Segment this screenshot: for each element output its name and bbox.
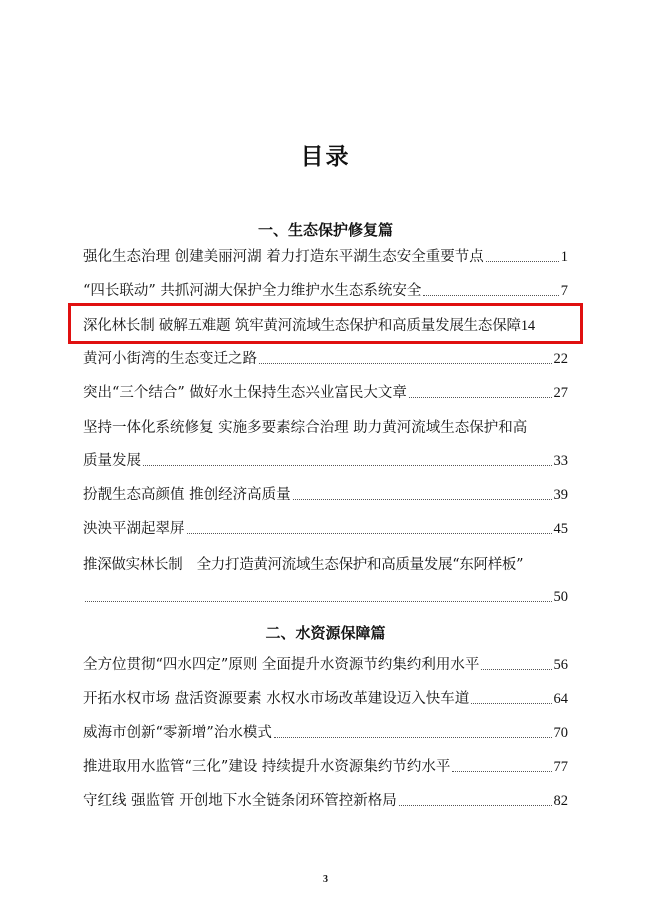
toc-entry[interactable]	[83, 346, 568, 368]
toc-entry-page: 64	[553, 691, 568, 707]
leader-dots	[481, 669, 551, 670]
toc-entry[interactable]	[83, 244, 568, 266]
toc-entry[interactable]	[83, 278, 568, 300]
toc-entry-title-line1[interactable]: 推深做实林长制 全力打造黄河流域生态保护和高质量发展“东阿样板”	[83, 557, 524, 573]
leader-dots	[259, 363, 552, 364]
toc-entry-page: 50	[553, 589, 568, 605]
toc-entry-title-line1[interactable]: 坚持一体化系统修复 实施多要素综合治理 助力黄河流域生态保护和高	[83, 420, 528, 436]
toc-entry-title: 开拓水权市场 盘活资源要素 水权水市场改革建设迈入快车道	[83, 691, 470, 707]
leader-dots	[274, 737, 552, 738]
toc-entry[interactable]	[83, 788, 568, 810]
leader-dots	[471, 703, 551, 704]
toc-entry-title: 突出“三个结合” 做好水土保持生态兴业富民大文章	[83, 385, 407, 401]
toc-entry-page: 27	[553, 385, 568, 401]
toc-entry-page: 56	[553, 657, 568, 673]
toc-entry-title: 质量发展	[83, 453, 141, 469]
toc-entry-page: 82	[553, 793, 568, 809]
section-title-ecology: 一、生态保护修复篇	[257, 221, 393, 239]
leader-dots	[85, 601, 552, 602]
toc-entry-page: 39	[553, 487, 568, 503]
toc-entry-title: 守红线 强监管 开创地下水全链条闭环管控新格局	[83, 793, 397, 809]
toc-entry-title: “四长联动” 共抓河湖大保护全力维护水生态系统安全	[83, 283, 422, 299]
leader-dots	[409, 397, 552, 398]
leader-dots	[452, 771, 551, 772]
toc-entry-title: 强化生态治理 创建美丽河湖 着力打造东平湖生态安全重要节点	[83, 249, 484, 265]
toc-entry[interactable]	[83, 516, 568, 538]
toc-entry[interactable]	[83, 652, 568, 674]
toc-entry-title: 推进取用水监管“三化”建设 持续提升水资源集约节约水平	[83, 759, 451, 775]
leader-dots	[486, 261, 559, 262]
toc-entry-page: 45	[553, 521, 568, 537]
leader-dots	[293, 499, 552, 500]
toc-entry-title: 扮靓生态高颜值 推创经济高质量	[83, 487, 291, 503]
toc-entry[interactable]	[83, 686, 568, 708]
leader-dots	[399, 805, 552, 806]
toc-entry-page: 33	[553, 453, 568, 469]
leader-dots	[187, 533, 552, 534]
toc-entry[interactable]	[83, 380, 568, 402]
page-title: 目录	[300, 144, 351, 170]
leader-dots	[143, 465, 552, 466]
toc-entry-title: 威海市创新“零新增”治水模式	[83, 725, 272, 741]
section-title-water: 二、水资源保障篇	[265, 624, 386, 642]
toc-entry-title: 全方位贯彻“四水四定”原则 全面提升水资源节约集约利用水平	[83, 657, 480, 673]
toc-entry-page: 1	[560, 249, 568, 265]
toc-entry-page: 22	[553, 351, 568, 367]
toc-entry-title: 泱泱平湖起翠屏	[83, 521, 185, 537]
toc-entry[interactable]	[83, 720, 568, 742]
toc-entry[interactable]	[83, 482, 568, 504]
toc-entry[interactable]	[83, 584, 568, 606]
page-number: 3	[323, 874, 328, 885]
toc-entry[interactable]	[83, 448, 568, 470]
toc-entry-page: 14	[520, 318, 535, 334]
toc-entry-page: 7	[560, 283, 568, 299]
toc-entry-title: 深化林长制 破解五难题 筑牢黄河流域生态保护和高质量发展生态保障	[83, 318, 521, 334]
toc-entry[interactable]	[83, 754, 568, 776]
toc-entry-page: 70	[553, 725, 568, 741]
toc-entry-title: 黄河小街湾的生态变迁之路	[83, 351, 257, 367]
toc-entry-highlighted[interactable]	[83, 313, 568, 335]
toc-entry-page: 77	[553, 759, 568, 775]
leader-dots	[423, 295, 558, 296]
